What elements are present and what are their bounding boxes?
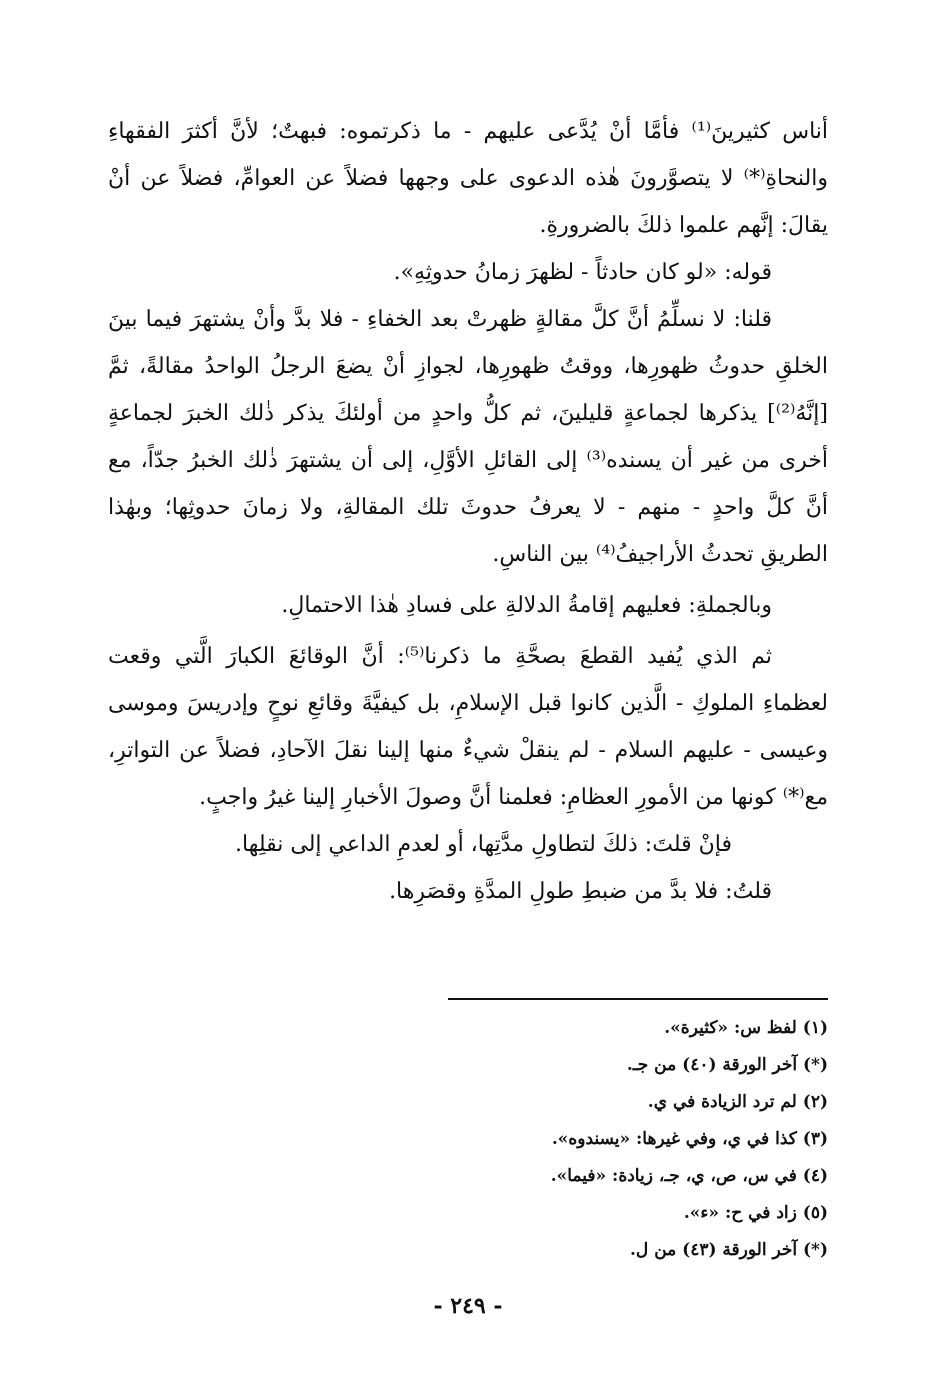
footnote-5: (٤) في س، ص، ي، جـ، زيادة: «فيما». [550, 1166, 828, 1186]
paragraph-3: قلنا: لا نسلِّمُ أنَّ كلَّ مقالةٍ ظهرتْ بعد الخفاءِ - فلا بدَّ وأنْ يشتهرَ فيما بينَ الخلقِ حدوثُ ظهورِها، ووقتُ ظهورِها، لجوازِ أنْ يضعَ الرجلُ الواحدُ مقالةً، ثمَّ [إنَّهُ⁽²⁾] يذكرها لجماعةٍ قليلينَ، ثم كلُّ واحدٍ من أولئكَ يذكر ذٰلك الخبرَ لجماعةٍ أخرى من غير أن يسنده⁽³⁾ إلى القائلِ الأوَّلِ، إلى أن يشتهرَ ذٰلك الخبرُ جدّاً، مع أنَّ كلَّ واحدٍ - منهم - لا يعرفُ حدوثَ تلك المقالةِ، ولا زمانَ حدوثِها؛ وبهٰذا الطريقِ تحدثُ الأراجيفُ⁽⁴⁾ بين الناسِ. [108, 307, 828, 567]
footnote-1: (١) لفظ س: «كثيرة». [664, 1018, 828, 1038]
footnote-separator [448, 998, 828, 1000]
paragraph-2: قوله: «لو كان حادثاً - لظهرَ زمانُ حدوثِهِ». [393, 260, 772, 285]
footnotes [108, 1010, 828, 1269]
paragraph-4: وبالجملةِ: فعليهم إقامةُ الدلالةِ على فسادِ هٰذا الاحتمالِ. [281, 593, 772, 618]
paragraph-6: فإنْ قلتَ: ذلكَ لتطاولِ مدَّتِها، أو لعدمِ الداعي إلى نقلِها. [235, 832, 732, 857]
footnote-6: (٥) زاد في ح: «ء». [683, 1203, 828, 1223]
book-page [108, 108, 828, 1348]
paragraph-7: قلتُ: فلا بدَّ من ضبطِ طولِ المدَّةِ وقصَرِها. [389, 879, 772, 904]
paragraph-5: ثم الذي يُفيد القطعَ بصحَّةِ ما ذكرنا⁽⁵⁾: أنَّ الوقائعَ الكبارَ الَّتي وقعت لعظماءِ الملوكِ - الَّذين كانوا قبل الإسلامِ، بل كيفيَّةَ وقائعِ نوحٍ وإدريسَ وموسى وعيسى - عليهم السلام - لم ينقلْ شيءٌ منها إلينا نقلَ الآحادِ، فضلاً عن التواترِ، مع⁽*⁾ كونها من الأمورِ العظامِ: فعلمنا أنَّ وصولَ الأخبارِ إلينا غيرُ واجبٍ. [108, 644, 828, 810]
page-number: - ٢٤٩ - [433, 1293, 503, 1319]
paragraph-1: أناس كثيرينَ⁽¹⁾ فأمَّا أنْ يُدَّعى عليهم - ما ذكرتموه: فبهتٌ؛ لأنَّ أكثرَ الفقهاءِ والنحاةِ⁽*⁾ لا يتصوَّرونَ هٰذه الدعوى على وجهها فضلاً عن العوامِّ، فضلاً عن أنْ يقالَ: إنَّهم علموا ذلكَ بالضرورةِ. [108, 119, 829, 238]
main-text [108, 108, 828, 915]
footnote-2: (*) آخر الورقة (٤٠) من جـ. [626, 1055, 828, 1075]
footnote-7: (*) آخر الورقة (٤٣) من ل. [630, 1240, 828, 1260]
footnote-4: (٣) كذا في ي، وفي غيرها: «يسندوه». [551, 1129, 828, 1149]
footnote-3: (٢) لم ترد الزيادة في ي. [647, 1092, 828, 1112]
